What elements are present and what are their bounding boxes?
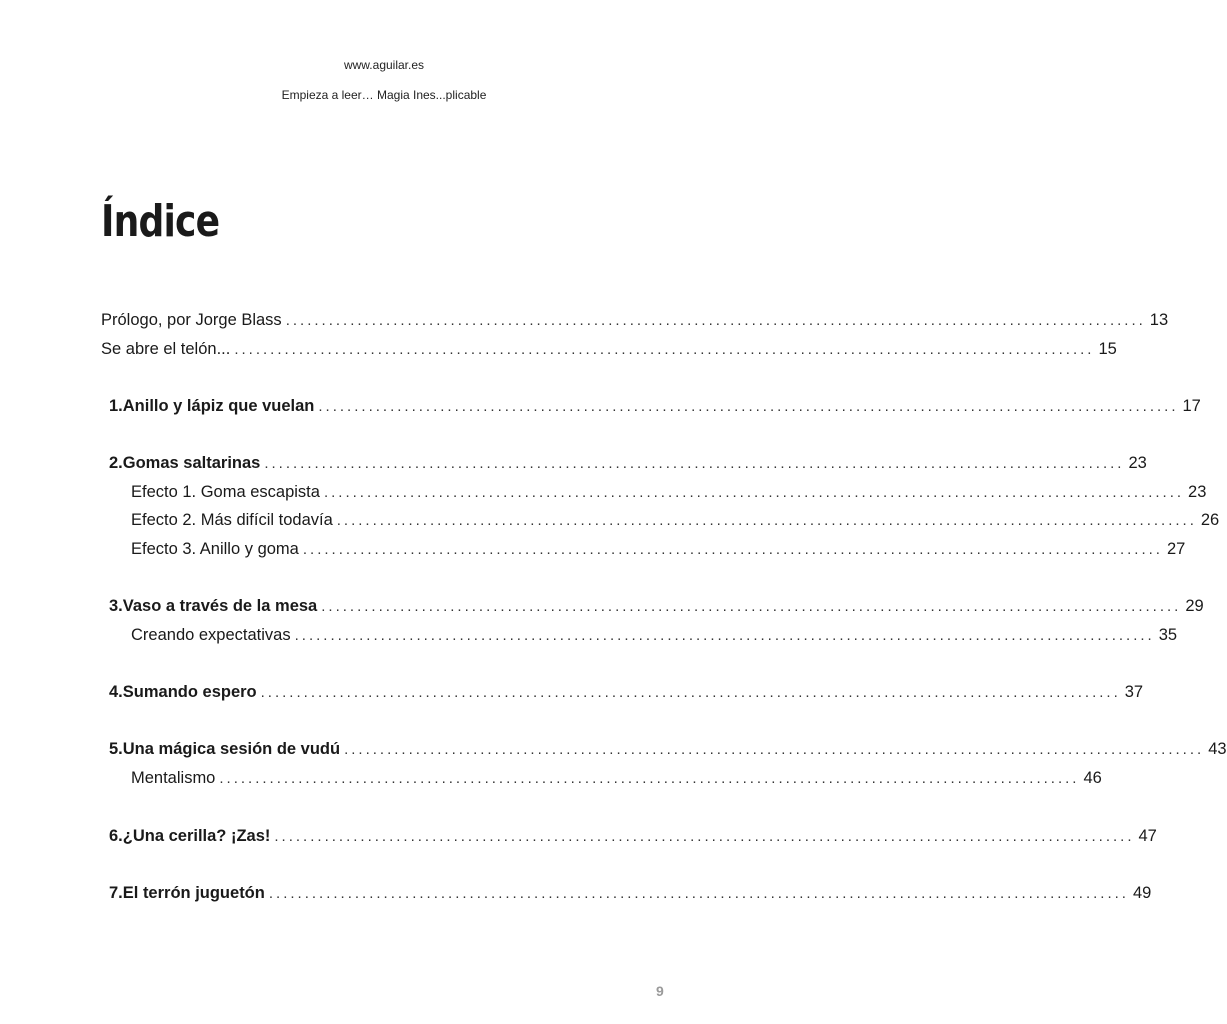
toc-entry-chapter-3 [109,595,1204,617]
toc-entry-chapter-5 [109,738,1227,760]
toc-entry-chapter-2 [109,452,1147,474]
dot-leader: ........................................................................................................................ [274,828,1135,845]
toc-entry-label: Efecto 1. Goma escapista [131,483,320,501]
toc-entry-label: El terrón juguetón [122,884,265,902]
toc-entry-chapter-7 [109,882,1152,904]
toc-entry-label: Vaso a través de la mesa [122,597,318,615]
toc-entry-chapter-1 [109,395,1201,417]
toc-entry-page: 17 [1182,397,1201,415]
toc-entry-chapter-6 [109,825,1157,847]
page-number: 9 [656,983,664,999]
toc-chapter-number: 1. [109,397,123,415]
dot-leader: ........................................................................................................................ [219,770,1080,787]
toc-entry-sub [131,509,1220,531]
dot-leader: ........................................................................................................................ [318,398,1179,415]
header-url: www.aguilar.es [343,58,425,72]
toc-entry-page: 23 [1188,483,1207,501]
toc-entry-prologo [101,309,1169,331]
toc-entry-label: Anillo y lápiz que vuelan [122,397,315,415]
dot-leader: ........................................................................................................................ [268,885,1129,902]
toc-chapter-number: 6. [109,827,123,845]
dot-leader: ........................................................................................................................ [344,741,1205,758]
toc-entry-page: 15 [1098,340,1117,358]
toc-entry-label: Mentalismo [131,769,216,787]
toc-chapter-number: 5. [109,740,123,758]
toc-entry-page: 47 [1138,827,1157,845]
dot-leader: ........................................................................................................................ [234,341,1095,358]
toc-entry-page: 23 [1128,454,1147,472]
toc-entry-label: Creando expectativas [131,626,291,644]
page-title: Índice [101,196,220,247]
toc-chapter-number: 4. [109,683,123,701]
toc-entry-page: 49 [1132,884,1152,902]
toc-entry-page: 13 [1149,311,1169,329]
toc-chapter-number: 3. [109,597,123,615]
toc-entry-telon [101,338,1117,360]
toc-entry-label: Prólogo, por Jorge Blass [101,311,282,329]
toc-entry-label: Gomas saltarinas [122,454,261,472]
toc-entry-page: 26 [1200,511,1220,529]
toc-chapter-number: 7. [109,884,123,902]
toc-entry-page: 46 [1083,769,1102,787]
toc-entry-label: Una mágica sesión de vudú [122,740,341,758]
toc-entry-page: 35 [1158,626,1178,644]
dot-leader: ........................................................................................................................ [302,541,1163,558]
toc-entry-label: Efecto 2. Más difícil todavía [131,511,333,529]
toc-entry-label: Sumando espero [122,683,257,701]
toc-entry-sub [131,767,1102,789]
toc-entry-sub [131,624,1178,646]
dot-leader: ........................................................................................................................ [294,627,1155,644]
toc-entry-page: 29 [1185,597,1204,615]
header-subtitle: Empieza a leer… Magia Ines...plicable [281,88,487,102]
toc-chapter-number: 2. [109,454,123,472]
dot-leader: ........................................................................................................................ [264,455,1125,472]
toc-entry-page: 27 [1166,540,1186,558]
toc-entry-label: Efecto 3. Anillo y goma [131,540,299,558]
toc-entry-sub [131,538,1186,560]
dot-leader: ........................................................................................................................ [285,312,1146,329]
dot-leader: ........................................................................................................................ [321,598,1182,615]
toc-entry-page: 37 [1124,683,1144,701]
toc-entry-page: 43 [1208,740,1227,758]
dot-leader: ........................................................................................................................ [323,484,1185,501]
dot-leader: ........................................................................................................................ [260,684,1121,701]
toc-entry-chapter-4 [109,681,1144,703]
dot-leader: ........................................................................................................................ [336,512,1197,529]
toc-entry-label: ¿Una cerilla? ¡Zas! [122,827,271,845]
toc-entry-label: Se abre el telón... [101,340,231,358]
toc-entry-sub [131,481,1207,503]
